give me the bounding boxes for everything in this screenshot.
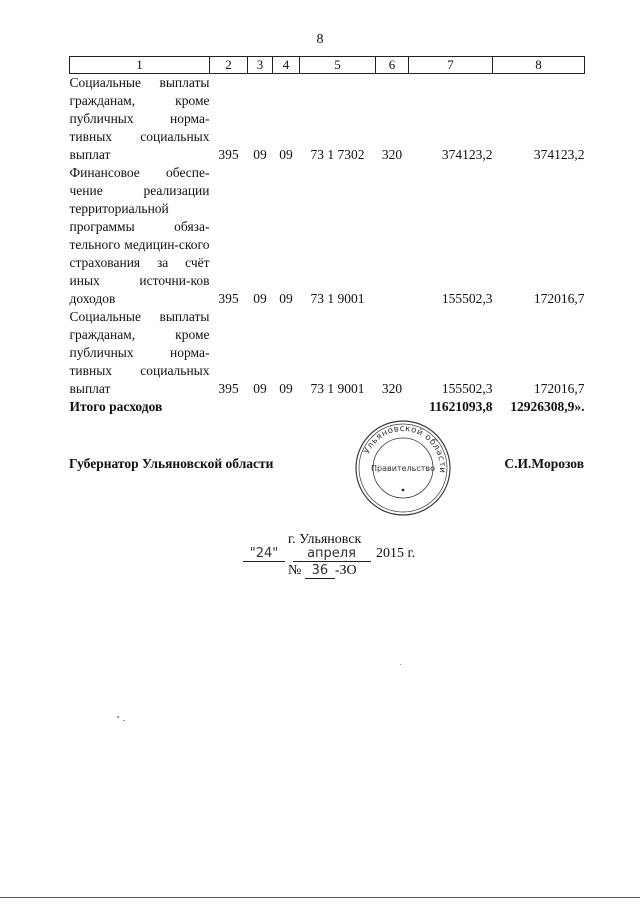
seal-center-text: Правительство [371,464,435,473]
cell-amount-1: 155502,3 [441,381,493,396]
table-row [70,74,585,165]
total-row [70,398,585,416]
cell-amount-1: 155502,3 [441,291,493,306]
cell-section: 09 [253,147,267,162]
cell-subsection: 09 [279,147,293,162]
cell-amount-1: 374123,2 [441,147,493,162]
page-bottom-edge [0,897,640,898]
column-header: 6 [376,57,409,74]
cell-ministry: 395 [218,291,239,306]
column-header: 8 [493,57,585,74]
cell-section: 09 [253,381,267,396]
cell-target-article: 73 1 9001 [310,291,365,306]
cell-target-article: 73 1 7302 [310,147,365,162]
column-header: 1 [70,57,210,74]
total-label: Итого расходов [69,399,163,414]
cell-ministry: 395 [218,381,239,396]
row-description: Социальные выплаты гражданам, кроме публичных норма-тивных социальных выплат [69,75,210,162]
governor-title: Губернатор Ульяновской области [69,456,274,471]
cell-expense-type: 320 [381,381,403,396]
column-header: 4 [273,57,300,74]
cell-target-article: 73 1 9001 [310,381,365,396]
number-sign: № [288,563,302,578]
row-description: Финансовое обеспе-чение реализации территориальной программы обяза-тельного медицин-ского страхования за счёт иных источни-ков доходов [69,165,210,306]
total-amount-1: 11621093,8 [429,399,493,414]
column-header: 5 [300,57,376,74]
law-number [288,563,357,579]
cell-expense-type: 320 [381,147,403,162]
cell-amount-2: 172016,7 [533,291,585,306]
cell-subsection: 09 [279,291,293,306]
city: г. Ульяновск [288,532,362,547]
budget-table [69,56,585,416]
row-description: Социальные выплаты гражданам, кроме публичных норма-тивных социальных выплат [69,309,210,396]
page-number: 8 [316,32,324,47]
adoption-date [243,546,415,562]
table-row [70,308,585,398]
column-header: 7 [409,57,493,74]
date-day: "24" [243,546,285,562]
cell-expense-type [376,164,409,308]
date-year: 2015 г. [376,546,416,561]
column-header: 3 [248,57,273,74]
table-header-row [70,57,585,74]
cell-amount-2: 172016,7 [533,381,585,396]
scan-speck [123,720,125,721]
governor-name: С.И.Морозов [504,456,584,471]
cell-subsection: 09 [279,381,293,396]
cell-ministry: 395 [218,147,239,162]
cell-section: 09 [253,291,267,306]
column-header: 2 [210,57,248,74]
official-seal-icon [353,418,453,518]
number-value: 36 [305,563,335,579]
scan-speck [400,664,401,665]
seal-text: Ульяновской области [362,423,448,474]
table-row [70,164,585,308]
cell-amount-2: 374123,2 [533,147,585,162]
date-month: апреля [293,546,371,562]
number-suffix: -ЗО [334,563,357,578]
scan-speck [117,716,119,718]
total-amount-2: 12926308,9». [510,399,585,414]
